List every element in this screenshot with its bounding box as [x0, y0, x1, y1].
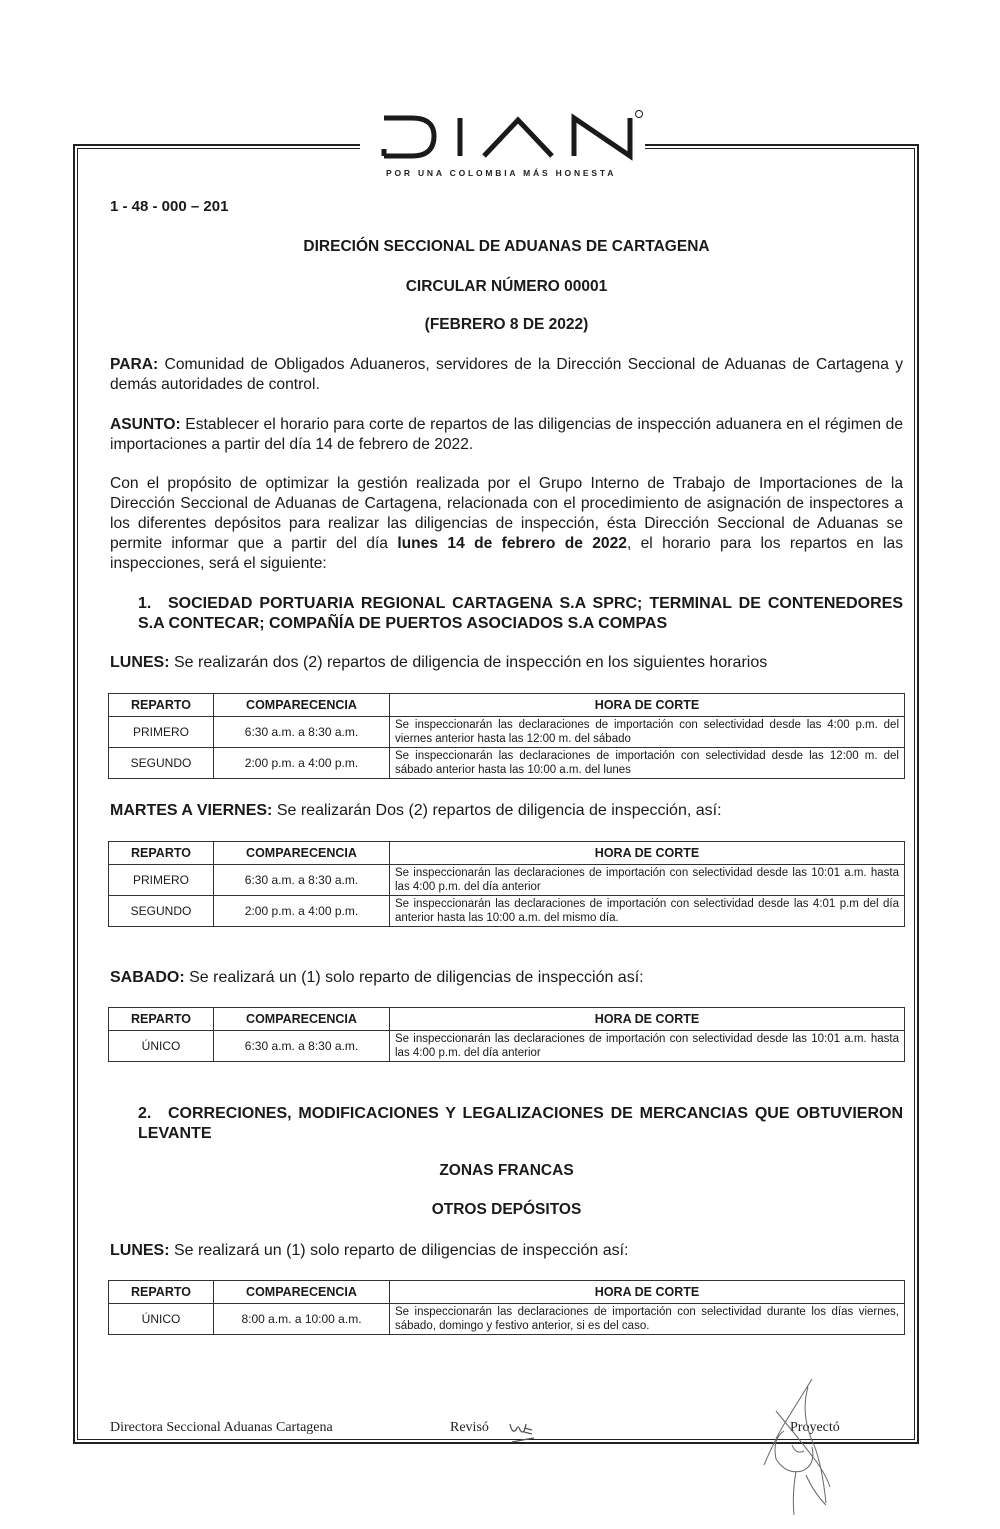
cell-reparto: SEGUNDO [109, 896, 214, 927]
header-comparecencia: COMPARECENCIA [214, 1281, 390, 1304]
lunes-2-text: Se realizará un (1) solo reparto de diligencias de inspección así: [169, 1242, 629, 1259]
martes-heading [110, 802, 903, 820]
cell-comparecencia: 6:30 a.m. a 8:30 a.m. [214, 717, 390, 748]
header-reparto: REPARTO [109, 1281, 214, 1304]
footer-project: Proyectó [790, 1420, 840, 1435]
table-header-row [109, 1281, 905, 1304]
header-comparecencia: COMPARECENCIA [214, 694, 390, 717]
reviewer-initials-signature [506, 1418, 546, 1448]
martes-label: MARTES A VIERNES: [110, 802, 273, 819]
header-hora-corte: HORA DE CORTE [390, 1281, 905, 1304]
table-header-row [109, 694, 905, 717]
header-reparto: REPARTO [109, 842, 214, 865]
cell-comparecencia: 6:30 a.m. a 8:30 a.m. [214, 1031, 390, 1062]
lunes-schedule-table [108, 693, 905, 779]
table-row [109, 748, 905, 779]
table-row [109, 865, 905, 896]
lunes-2-schedule-table [108, 1280, 905, 1335]
sabado-schedule-table [108, 1007, 905, 1062]
footer-signer: Directora Seccional Aduanas Cartagena [110, 1420, 333, 1435]
cell-comparecencia: 2:00 p.m. a 4:00 p.m. [214, 748, 390, 779]
lunes-label: LUNES: [110, 654, 170, 671]
section-1-title: SOCIEDAD PORTUARIA REGIONAL CARTAGENA S.A SPRC; TERMINAL DE CONTENEDORES S.A CONTECAR; COMPAÑÍA DE PUERTOS ASOCIADOS S.A COMPAS [138, 595, 903, 632]
logo-tagline: POR UNA COLOMBIA MÁS HONESTA [386, 168, 617, 178]
circular-title: CIRCULAR NÚMERO 00001 [405, 278, 608, 295]
cell-hora-corte: Se inspeccionarán las declaraciones de importación con selectividad durante los días viernes, sábado, domingo y festivo anterior, si es del caso. [390, 1304, 905, 1335]
cell-hora-corte: Se inspeccionarán las declaraciones de importación con selectividad desde las 10:01 a.m. hasta las 4:00 p.m. del día anterior [390, 865, 905, 896]
cell-reparto: PRIMERO [109, 865, 214, 896]
header-reparto: REPARTO [109, 1008, 214, 1031]
subheading-zonas-francas: ZONAS FRANCAS [439, 1162, 574, 1179]
section-2-heading [138, 1104, 903, 1144]
lunes-2-label: LUNES: [110, 1242, 170, 1259]
section-1-number: 1. [138, 595, 152, 612]
cell-comparecencia: 6:30 a.m. a 8:30 a.m. [214, 865, 390, 896]
intro-paragraph [110, 474, 903, 574]
reference-number: 1 - 48 - 000 – 201 [110, 198, 229, 215]
cell-reparto: PRIMERO [109, 717, 214, 748]
table-row [109, 1304, 905, 1335]
office-title: DIRECIÓN SECCIONAL DE ADUANAS DE CARTAGENA [303, 238, 710, 255]
martes-text: Se realizarán Dos (2) repartos de diligencia de inspección, así: [272, 802, 722, 819]
asunto-label: ASUNTO: [110, 416, 181, 433]
sabado-label: SABADO: [110, 969, 185, 986]
intro-text-after: , el horario para los repartos en las inspecciones, será el siguiente: [110, 535, 904, 572]
subheading-otros-depositos: OTROS DEPÓSITOS [431, 1201, 582, 1218]
sabado-text: Se realizará un (1) solo reparto de diligencias de inspección así: [184, 969, 644, 986]
intro-text-before: Con el propósito de optimizar la gestión realizada por el Grupo Interno de Trabajo de Importaciones de la Dirección Seccional de Aduanas de Cartagena, relacionada con el procedimiento de asignación de inspectores a los diferentes depósitos para realizar las diligencias de inspección, ésta Dirección Seccional de Aduanas se permite informar que a partir del día [110, 475, 903, 552]
section-2-number: 2. [138, 1105, 152, 1122]
asunto-paragraph [110, 415, 903, 455]
sabado-heading [110, 969, 903, 987]
cell-comparecencia: 8:00 a.m. a 10:00 a.m. [214, 1304, 390, 1335]
lunes-2-heading [110, 1242, 903, 1260]
cell-reparto: SEGUNDO [109, 748, 214, 779]
dian-logo-mark [360, 106, 645, 164]
header-comparecencia: COMPARECENCIA [214, 842, 390, 865]
section-1-heading [138, 594, 903, 634]
cell-reparto: ÚNICO [109, 1031, 214, 1062]
para-paragraph [110, 355, 903, 395]
lunes-heading [110, 654, 903, 672]
intro-bold-date: lunes 14 de febrero de 2022 [397, 535, 627, 552]
header-hora-corte: HORA DE CORTE [390, 1008, 905, 1031]
cell-hora-corte: Se inspeccionarán las declaraciones de importación con selectividad desde las 4:01 p.m del día anterior hasta las 10:00 a.m. del mismo día. [390, 896, 905, 927]
cell-comparecencia: 2:00 p.m. a 4:00 p.m. [214, 896, 390, 927]
circular-date: (FEBRERO 8 DE 2022) [424, 316, 589, 333]
table-header-row [109, 1008, 905, 1031]
cell-hora-corte: Se inspeccionarán las declaraciones de importación con selectividad desde las 4:00 p.m. del viernes anterior hasta las 12:00 m. del sábado [390, 717, 905, 748]
cell-hora-corte: Se inspeccionarán las declaraciones de importación con selectividad desde las 12:00 m. del sábado anterior hasta las 10:00 a.m. del lunes [390, 748, 905, 779]
para-text: Comunidad de Obligados Aduaneros, servidores de la Dirección Seccional de Aduanas de Cartagena y demás autoridades de control. [110, 356, 903, 393]
lunes-text: Se realizarán dos (2) repartos de diligencia de inspección en los siguientes horarios [169, 654, 768, 671]
header-reparto: REPARTO [109, 694, 214, 717]
table-row [109, 896, 905, 927]
table-row [109, 717, 905, 748]
asunto-text: Establecer el horario para corte de repartos de las diligencias de inspección aduanera en el régimen de importaciones a partir del día 14 de febrero de 2022. [110, 416, 903, 453]
dian-logo [360, 104, 645, 188]
cell-hora-corte: Se inspeccionarán las declaraciones de importación con selectividad desde las 10:01 a.m. hasta las 4:00 p.m. del día anterior [390, 1031, 905, 1062]
martes-schedule-table [108, 841, 905, 927]
para-label: PARA: [110, 356, 159, 373]
header-hora-corte: HORA DE CORTE [390, 694, 905, 717]
header-hora-corte: HORA DE CORTE [390, 842, 905, 865]
header-comparecencia: COMPARECENCIA [214, 1008, 390, 1031]
footer-reviewed: Revisó [450, 1420, 489, 1435]
cell-reparto: ÚNICO [109, 1304, 214, 1335]
table-row [109, 1031, 905, 1062]
section-2-title: CORRECIONES, MODIFICACIONES Y LEGALIZACIONES DE MERCANCIAS QUE OBTUVIERON LEVANTE [138, 1105, 903, 1142]
handwritten-signature [756, 1375, 836, 1520]
table-header-row [109, 842, 905, 865]
